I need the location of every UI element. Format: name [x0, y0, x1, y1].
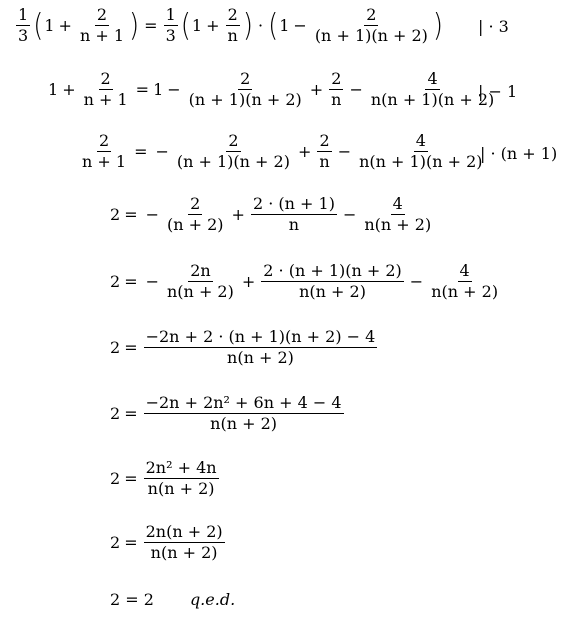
right-paren: ) [129, 7, 140, 44]
equation-line-7: 2 = $\frac{\text{−2n + 2n² + 6n + 4 − 4}}{n(n + 2)}$ [110, 393, 342, 434]
fraction: $\frac{2}{(n + 1)(n + 2)}$ [314, 5, 428, 46]
fraction: $\frac{2}{n}$ [319, 131, 330, 172]
annotation-2: | − 1 [478, 82, 518, 101]
fraction: $\frac{2}{n}$ [227, 5, 238, 46]
fraction: $\frac{2}{(n + 1)(n + 2)}$ [188, 69, 302, 110]
fraction: $\frac{2}{n + 1}$ [82, 131, 127, 172]
fraction: $\frac{2}{n + 1}$ [83, 69, 128, 110]
fraction: $\frac{2n}{n(n + 2)}$ [167, 261, 234, 302]
fraction: $\frac{\text{−2n + 2n² + 6n + 4 − 4}}{n(n + 2)}$ [145, 393, 342, 434]
term-one: 1 [44, 16, 55, 36]
fraction-one-third: $\frac{1}{3}$ [18, 5, 29, 46]
right-paren: ) [242, 7, 253, 44]
fraction: $\frac{\text{2n² + 4n}}{n(n + 2)}$ [145, 458, 217, 499]
equation-line-9: 2 = $\frac{2n(n + 2)}{n(n + 2)}$ [110, 522, 223, 563]
fraction: $\frac{-2n + 2 \cdot (n + 1)(n + 2) - 4}{n(n + 2)}$ [145, 327, 376, 368]
fraction: $\frac{2}{(n + 2)}$ [167, 194, 224, 235]
left-paren: ( [180, 7, 191, 44]
fraction: $\frac{2}{(n + 1)(n + 2)}$ [176, 131, 290, 172]
equation-line-8: 2 = $\frac{\text{2n² + 4n}}{n(n + 2)}$ [110, 458, 217, 499]
fraction: $\frac{2}{n}$ [331, 69, 342, 110]
left-paren: ( [268, 7, 279, 44]
annotation-3: | · (n + 1) [480, 144, 558, 163]
fraction: $\frac{4}{n(n + 1)(n + 2)}$ [370, 69, 495, 110]
fraction: $\frac{2 \cdot (n + 1)}{n}$ [252, 194, 335, 235]
equation-line-2: 1 + $\frac{2}{n + 1}$ = 1 − $\frac{2}{(n + 1)(n + 2)}$ + $\frac{2}{n}$ − $\frac{4}{n(n + 1)(n + 2)}$ [48, 69, 495, 110]
equation-line-6: 2 = $\frac{-2n + 2 \cdot (n + 1)(n + 2) - 4}{n(n + 2)}$ [110, 327, 376, 368]
fraction: $\frac{2}{n + 1}$ [79, 5, 124, 46]
left-paren: ( [33, 7, 44, 44]
equation-line-1: $\frac{1}{3}$ ( 1 + $\frac{2}{n + 1}$ ) = $\frac{1}{3}$ ( 1 + $\frac{2}{n}$ ) · ( 1 − $\frac{2}{(n + 1)(n + 2)}$ ) [18, 5, 444, 46]
annotation-1: | · 3 [478, 17, 509, 36]
equation-line-3: $\frac{2}{n + 1}$ = − $\frac{2}{(n + 1)(n + 2)}$ + $\frac{2}{n}$ − $\frac{4}{n(n + 1)(n + 2)}$ [82, 131, 483, 172]
fraction: $\frac{4}{n(n + 2)}$ [364, 194, 432, 235]
equation-line-10: 2 = 2 q.e.d. [110, 590, 236, 609]
fraction-one-third: $\frac{1}{3}$ [165, 5, 176, 46]
equation-line-4: 2 = − $\frac{2}{(n + 2)}$ + $\frac{2 \cdot (n + 1)}{n}$ − $\frac{4}{n(n + 2)}$ [110, 194, 432, 235]
equation-line-5: 2 = − $\frac{2n}{n(n + 2)}$ + $\frac{2 \cdot (n + 1)(n + 2)}{n(n + 2)}$ − $\frac{4}{n(n + 2)}$ [110, 261, 499, 302]
fraction: $\frac{4}{n(n + 1)(n + 2)}$ [359, 131, 483, 172]
fraction: $\frac{2 \cdot (n + 1)(n + 2)}{n(n + 2)}$ [263, 261, 402, 302]
fraction: $\frac{2n(n + 2)}{n(n + 2)}$ [145, 522, 223, 563]
fraction: $\frac{4}{n(n + 2)}$ [431, 261, 499, 302]
qed: q.e.d. [189, 590, 236, 609]
right-paren: ) [432, 7, 444, 44]
